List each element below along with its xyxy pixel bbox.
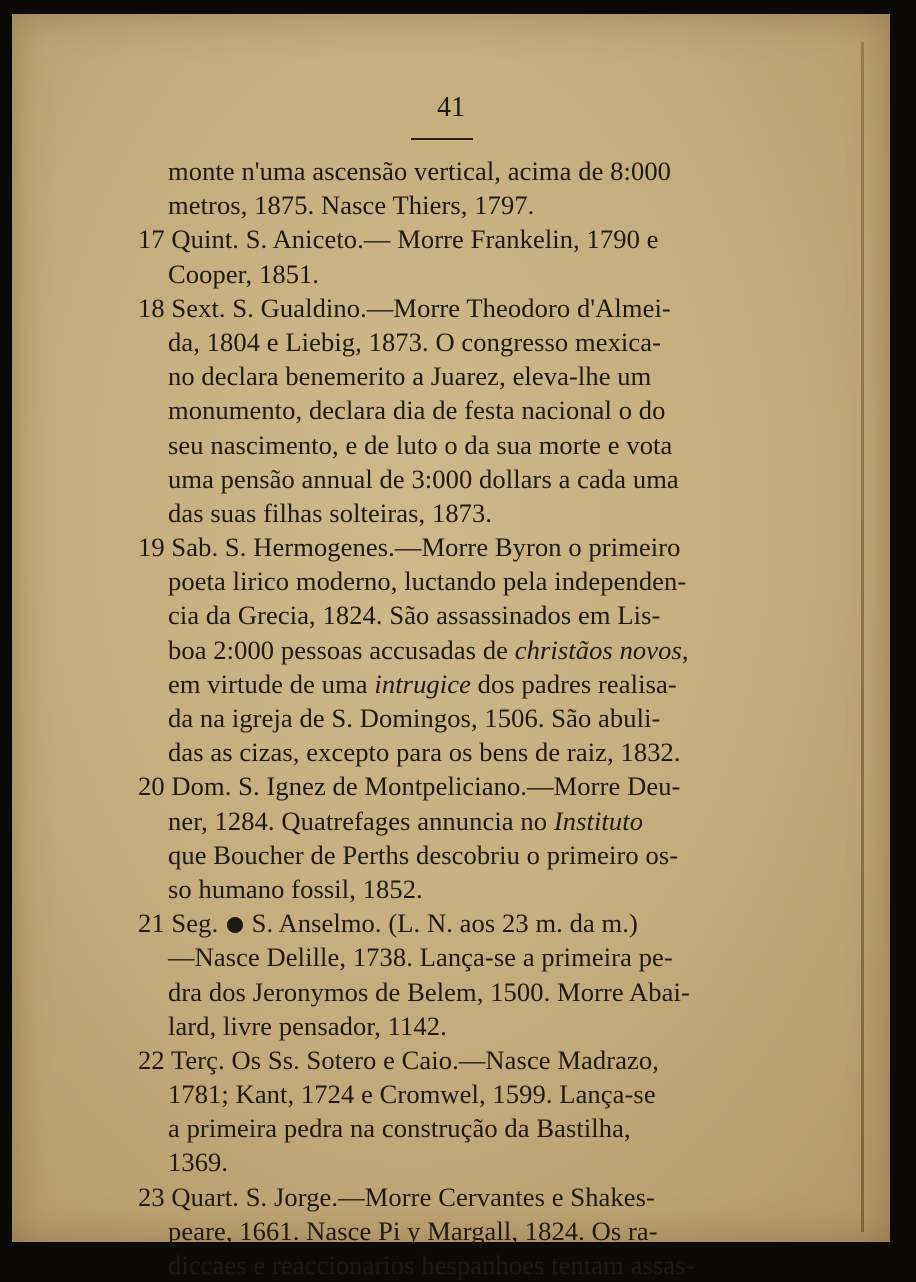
entry-23: 23 Quart. S. Jorge.—Morre Cervantes e Shakes- [138,1181,655,1212]
entry-21: 21 Seg. S. Anselmo. (L. N. aos 23 m. da m.) [138,908,638,939]
text-line: monumento, declara dia de festa nacional o do [168,395,666,426]
text-line: ner, 1284. Quatrefages annuncia no Instituto [168,805,644,836]
page-edge [861,42,864,1232]
entry-20: 20 Dom. S. Ignez de Montpeliciano.—Morre Deu- [138,771,681,802]
italic-phrase: intrugice [374,668,471,699]
text-line: —Nasce Delille, 1738. Lança-se a primeira pe- [168,942,673,973]
text-line: dra dos Jeronymos de Belem, 1500. Morre Abai- [168,976,690,1007]
text-line: das as cizas, excepto para os bens de raiz, 1832. [168,737,681,768]
text-line: que Boucher de Perths descobriu o primeiro os- [168,839,679,870]
book-page [12,14,890,1280]
entry-17: 17 Quint. S. Aniceto.— Morre Frankelin, 1790 e [138,224,659,255]
text-line: cia da Grecia, 1824. São assassinados em Lis- [168,600,661,631]
header-rule [411,138,473,140]
text-line: metros, 1875. Nasce Thiers, 1797. [168,190,535,221]
text-line: so humano fossil, 1852. [168,873,423,904]
entry-18: 18 Sext. S. Gualdino.—Morre Theodoro d'Almei- [138,292,671,323]
text-line: monte n'uma ascensão vertical, acima de 8:000 [168,156,672,186]
text-line: em virtude de uma intrugice dos padres realisa- [168,668,677,699]
text-line: a primeira pedra na construção da Bastilha, [168,1113,631,1144]
text-line: poeta lirico moderno, luctando pela independen- [168,566,687,597]
full-moon-icon [227,917,243,933]
italic-phrase: Instituto [553,805,644,836]
entry-22: 22 Terç. Os Ss. Sotero e Caio.—Nasce Madrazo, [138,1044,659,1075]
text-line: 1781; Kant, 1724 e Cromwel, 1599. Lança-se [168,1079,656,1110]
text-line: das suas filhas solteiras, 1873. [168,497,493,528]
text-line: lard, livre pensador, 1142. [168,1010,447,1041]
text-line: da na igreja de S. Domingos, 1506. São abuli- [168,703,661,733]
text-line: boa 2:000 pessoas accusadas de christãos novos, [168,634,689,665]
text-line: no declara benemerito a Juarez, eleva-lhe um [168,361,652,392]
body-text [128,154,768,1282]
text-line: uma pensão annual de 3:000 dollars a cada uma [168,463,679,494]
text-line: diccaes e reaccionarios hespanhoes tentam assas- [168,1250,695,1280]
text-line: Cooper, 1851. [168,258,320,289]
text-line: 1369. [168,1147,229,1178]
text-line: peare, 1661. Nasce Pi y Margall, 1824. Os ra- [168,1215,658,1246]
text-line: da, 1804 e Liebig, 1873. O congresso mexica- [168,326,662,357]
text-line: seu nascimento, e de luto o da sua morte e vota [168,429,673,460]
page-number: 41 [437,92,465,123]
italic-phrase: christãos novos [514,634,682,665]
entry-19: 19 Sab. S. Hermogenes.—Morre Byron o primeiro [138,532,681,563]
